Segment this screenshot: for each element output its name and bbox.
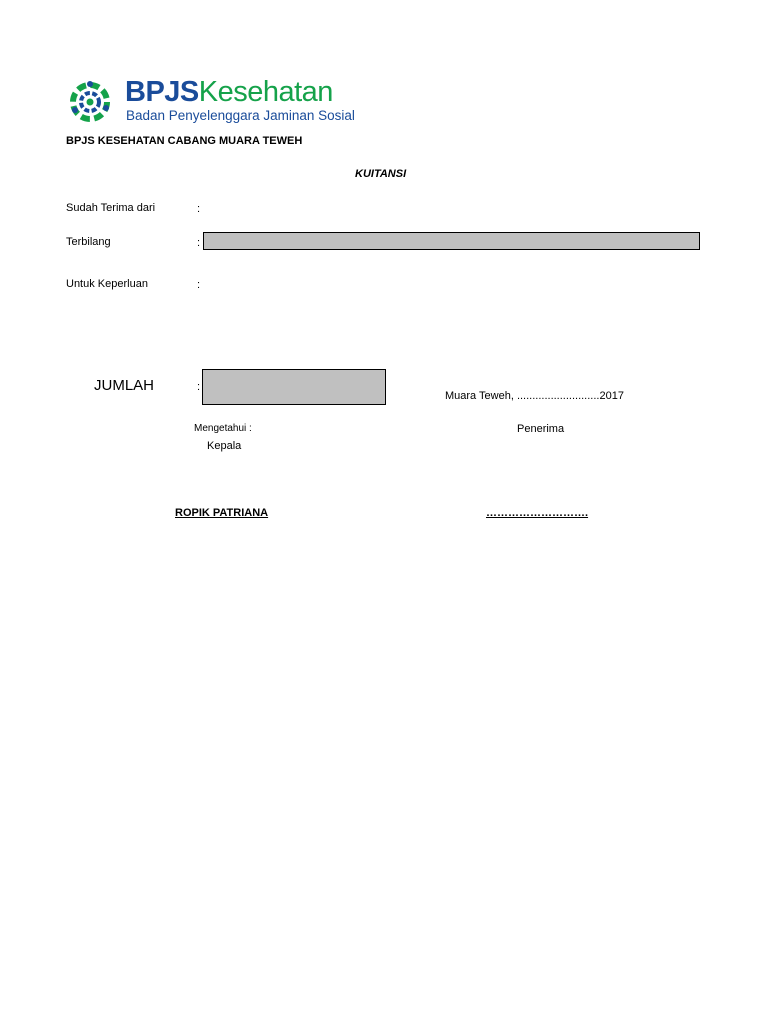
place-date: Muara Teweh, ...........................2017 — [445, 390, 624, 402]
acknowledged-name: ROPIK PATRIANA — [175, 507, 269, 519]
logo-wordmark — [125, 77, 333, 107]
received-from-colon: : — [197, 203, 201, 215]
bpjs-logo — [68, 76, 355, 126]
amount-words-colon: : — [197, 237, 201, 249]
receiver-label: Penerima — [517, 423, 565, 435]
branch-name: BPJS KESEHATAN CABANG MUARA TEWEH — [66, 135, 303, 147]
amount-words-label: Terbilang — [66, 236, 111, 248]
purpose-label: Untuk Keperluan — [66, 278, 148, 290]
received-from-label: Sudah Terima dari — [66, 202, 156, 214]
acknowledged-label: Mengetahui : — [194, 423, 252, 434]
amount-words-field[interactable] — [203, 232, 700, 250]
total-amount-field[interactable] — [202, 369, 386, 405]
document-title: KUITANSI — [355, 168, 407, 180]
logo-brand-main: BPJS — [125, 76, 199, 108]
acknowledged-role: Kepala — [207, 440, 242, 452]
purpose-colon: : — [197, 279, 201, 291]
receiver-name-blank: ………………………. — [486, 507, 589, 519]
logo-subtitle: Badan Penyelenggara Jaminan Sosial — [126, 108, 355, 123]
bpjs-logo-icon — [68, 80, 112, 124]
total-label: JUMLAH — [94, 377, 155, 394]
logo-brand-second: Kesehatan — [198, 76, 333, 108]
total-colon: : — [197, 381, 201, 393]
